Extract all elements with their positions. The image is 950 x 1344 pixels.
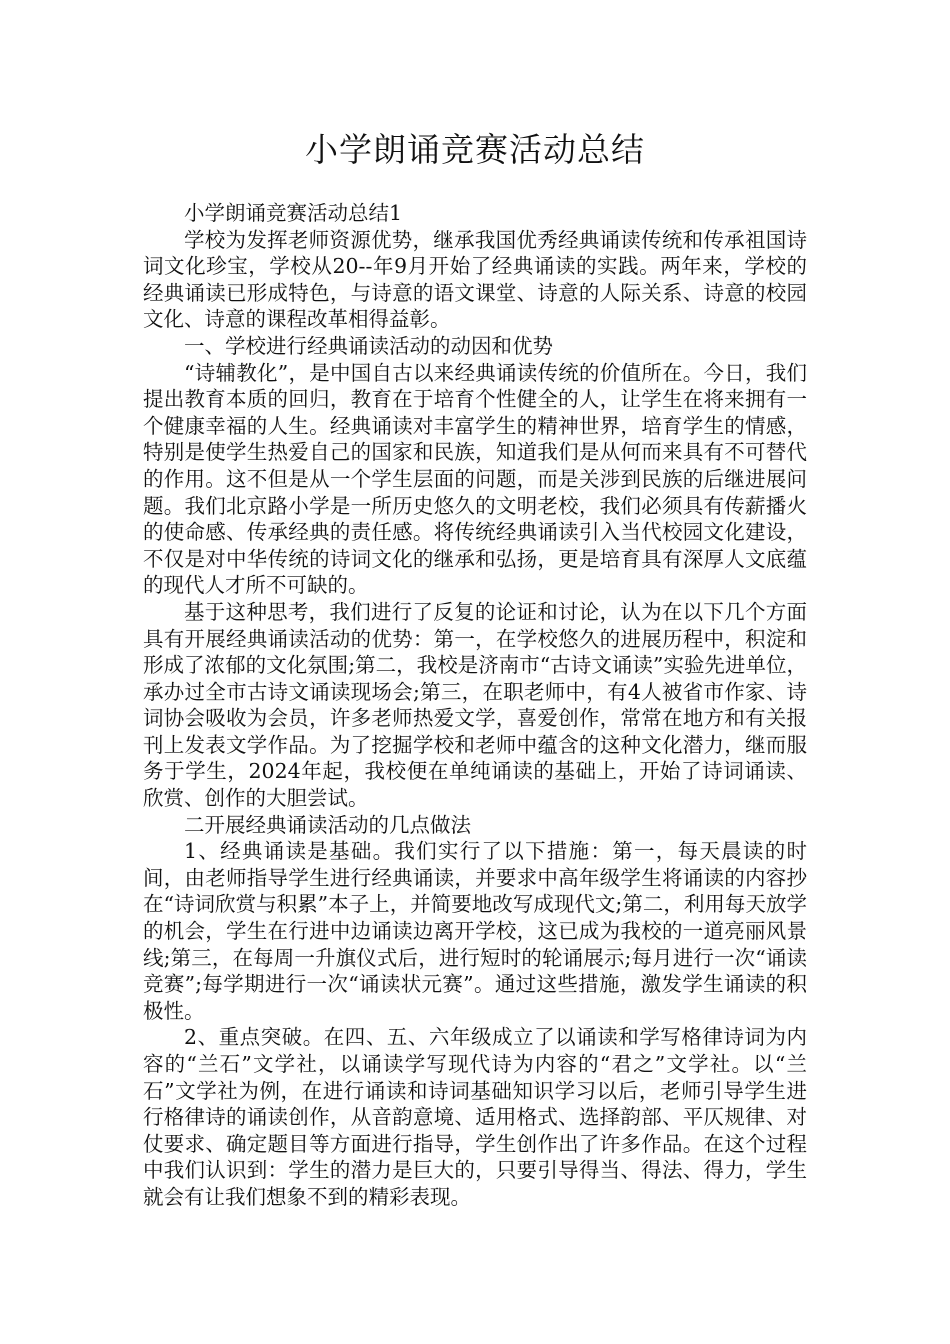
section-heading-2: 二开展经典诵读活动的几点做法 — [184, 812, 471, 837]
paragraph-advantages: 基于这种思考，我们进行了反复的论证和讨论，认为在以下几个方面具有开展经典诵读活动的优势：第一，在学校悠久的进展历程中，积淀和形成了浓郁的文化氛围;第二，我校是济南市“古诗文诵读”实验先进单位，承办过全市古诗文诵读现场会;第三，在职老师中，有4人被省市作家、诗词协会吸收为会员，许多老师热爱文学，喜爱创作，常常在地方和有关报刊上发表文学作品。为了挖掘学校和老师中蕴含的这种文化潜力，继而服务于学生，2024年起，我校便在单纯诵读的基础上，开始了诗词诵读、欣赏、创作的大胆尝试。 — [143, 599, 807, 811]
paragraph-intro: 学校为发挥老师资源优势，继承我国优秀经典诵读传统和传承祖国诗词文化珍宝，学校从20--年9月开始了经典诵读的实践。两年来，学校的经典诵读已形成特色，与诗意的语文课堂、诗意的人际关系、诗意的校园文化、诗意的课程改革相得益彰。 — [143, 227, 807, 332]
paragraph-subtitle: 小学朗诵竞赛活动总结1 — [184, 201, 403, 225]
paragraph-measure-2: 2、重点突破。在四、五、六年级成立了以诵读和学写格律诗词为内容的“兰石”文学社，以诵读学写现代诗为内容的“君之”文学社。以“兰石”文学社为例，在进行诵读和诗词基础知识学习以后，老师引导学生进行格律诗的诵读创作，从音韵意境、适用格式、选择韵部、平仄规律、对仗要求、确定题目等方面进行指导，学生创作出了许多作品。在这个过程中我们认识到：学生的潜力是巨大的，只要引导得当、得法、得力，学生就会有让我们想象不到的精彩表现。 — [143, 1025, 807, 1209]
document-body — [143, 200, 807, 1211]
document-title: 小学朗诵竞赛活动总结 — [305, 130, 645, 169]
section-heading-1: 一、学校进行经典诵读活动的动因和优势 — [184, 333, 553, 358]
paragraph-motivation: “诗辅教化”，是中国自古以来经典诵读传统的价值所在。今日，我们提出教育本质的回归，教育在于培育个性健全的人，让学生在将来拥有一个健康幸福的人生。经典诵读对丰富学生的精神世界，培育学生的情感，特别是使学生热爱自己的国家和民族，知道我们是从何而来具有不可替代的作用。这不但是从一个学生层面的问题，而是关涉到民族的后继进展问题。我们北京路小学是一所历史悠久的文明老校，我们必须具有传薪播火的使命感、传承经典的责任感。将传统经典诵读引入当代校园文化建设，不仅是对中华传统的诗词文化的继承和弘扬，更是培育具有深厚人文底蕴的现代人才所不可缺的。 — [143, 360, 807, 598]
paragraph-measure-1: 1、经典诵读是基础。我们实行了以下措施：第一，每天晨读的时间，由老师指导学生进行经典诵读，并要求中高年级学生将诵读的内容抄在“诗词欣赏与积累”本子上，并简要地改写成现代文;第二，利用每天放学的机会，学生在行进中边诵读边离开学校，这已成为我校的一道亮丽风景线;第三，在每周一升旗仪式后，进行短时的轮诵展示;每月进行一次“诵读竞赛”;每学期进行一次“诵读状元赛”。通过这些措施，激发学生诵读的积极性。 — [143, 839, 807, 1023]
